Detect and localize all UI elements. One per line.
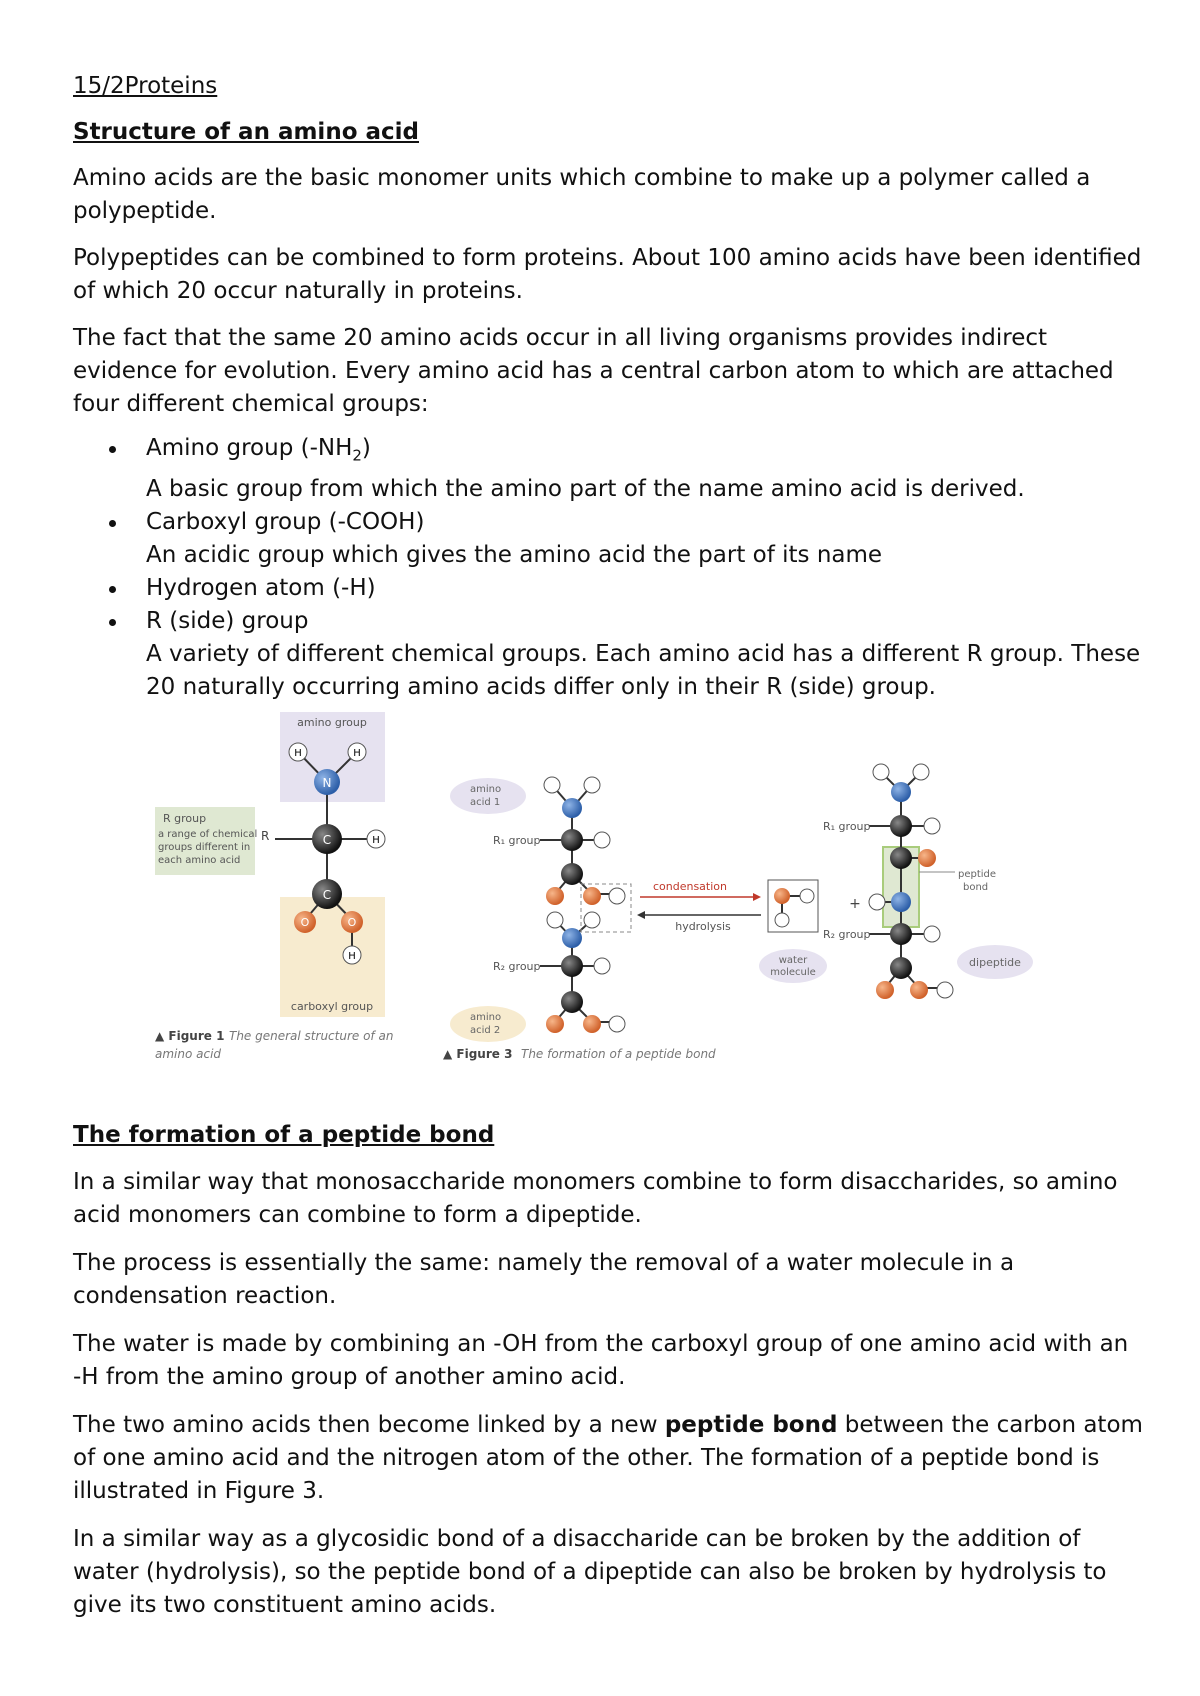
svg-text:acid 1: acid 1 [470,797,501,808]
r-group-title: R group [163,812,207,825]
oxygen-atom [546,887,564,905]
nitrogen-atom [562,928,582,948]
chemical-groups-list [73,432,1143,704]
svg-text:The formation of a peptide bon: The formation of a peptide bond [521,1047,716,1061]
water-molecule-box [768,880,818,932]
hydrolysis-label: hydrolysis [675,920,731,933]
carbon-atom [561,829,583,851]
list-item: Hydrogen atom (-H) [73,572,1143,605]
paragraph: In a similar way as a glycosidic bond of a disaccharide can be broken by the addition of water (hydrolysis), so the peptide bond of a dipeptide can also be broken by hydrolysis to give its two constituent amino acids. [73,1526,1107,1618]
document-page [73,70,1143,704]
amino-acid-figures [155,712,1055,1074]
date-title: 15/2Proteins [73,73,218,99]
paragraph: The water is made by combining an -OH from the carboxyl group of one amino acid with an -H from the amino group of another amino acid. [73,1331,1129,1390]
svg-text:H: H [372,835,380,846]
bullet-icon [109,586,116,593]
nitrogen-atom [562,798,582,818]
svg-text:C: C [322,833,332,847]
svg-text:H: H [294,748,302,759]
bullet-icon [109,446,116,453]
paragraph: In a similar way that monosaccharide monomers combine to form disaccharides, so amino acid monomers can combine to form a dipeptide. [73,1169,1118,1228]
bullet-icon [109,520,116,527]
figure-1 [155,712,393,1061]
r2-group-label: R₂ group [493,960,541,973]
svg-text:bond: bond [963,882,989,893]
peptide-bond-label: peptide [958,869,997,880]
svg-text:each amino acid: each amino acid [158,855,241,866]
paragraph: The two amino acids then become linked by a new peptide bond between the carbon atom of one amino acid and the nitrogen atom of the other. The formation of a peptide bond is illustrated in Figure 3. [73,1412,1143,1504]
svg-text:groups different in: groups different in [158,842,251,853]
section-peptide-bond [73,1119,1143,1622]
amino-group-label: amino group [297,716,367,729]
svg-text:O: O [300,916,310,929]
svg-text:C: C [322,888,332,902]
oxygen-atom [583,1015,601,1033]
carbon-atom [561,863,583,885]
paragraph: Amino acids are the basic monomer units which combine to make up a polymer called a polypeptide. [73,165,1091,224]
svg-text:amino: amino [470,1012,502,1023]
dipeptide-label: dipeptide [969,956,1021,969]
figure-1-caption-label: ▲ Figure 1 [155,1029,225,1043]
water-molecule-label: water [778,955,808,966]
svg-text:H: H [353,748,361,759]
figure-3-caption-label: ▲ Figure 3 [443,1047,513,1061]
carbon-atom [561,991,583,1013]
paragraph: The fact that the same 20 amino acids occur in all living organisms provides indirect evidence for evolution. Every amino acid has a central carbon atom to which are attached four different chemical groups: [73,325,1114,417]
peptide-bond-term: peptide bond [664,1412,838,1438]
svg-text:R₂ group: R₂ group [823,928,871,941]
svg-text:The general structure of an: The general structure of an [229,1029,394,1043]
svg-text:acid 2: acid 2 [470,1025,501,1036]
plus-sign: + [849,896,861,912]
carbon-atom [561,955,583,977]
oxygen-atom [583,887,601,905]
carboxyl-group-box [280,897,385,1017]
list-item: Amino group $(-NH_2)$ A basic group from which the amino part of the name amino acid is derived. [73,432,1143,506]
figure-3 [443,764,1033,1061]
list-item: R (side) group A variety of different chemical groups. Each amino acid has a different R group. These 20 naturally occurring amino acids differ only in their R (side) group. [73,605,1143,704]
svg-text:amino: amino [470,784,502,795]
svg-text:N: N [322,776,332,790]
paragraph: Polypeptides can be combined to form proteins. About 100 amino acids have been identified of which 20 occur naturally in proteins. [73,245,1142,304]
svg-text:amino acid: amino acid [155,1047,222,1061]
oxygen-atom [546,1015,564,1033]
svg-text:R: R [261,829,270,843]
section-heading-structure: Structure of an amino acid [73,119,419,145]
bullet-icon [109,619,116,626]
condensation-label: condensation [652,880,728,893]
svg-text:a range of chemical: a range of chemical [158,829,258,840]
list-item: Carboxyl group (-COOH) An acidic group which gives the amino acid the part of its name [73,506,1143,572]
r1-group-label: R₁ group [493,834,541,847]
svg-text:H: H [348,951,356,962]
svg-text:O: O [347,916,357,929]
svg-text:R₁ group: R₁ group [823,820,871,833]
carboxyl-group-label: carboxyl group [290,1000,374,1013]
svg-text:molecule: molecule [770,967,816,978]
paragraph: The process is essentially the same: namely the removal of a water molecule in a condensation reaction. [73,1250,1015,1309]
section-heading-peptide-bond: The formation of a peptide bond [73,1122,495,1148]
